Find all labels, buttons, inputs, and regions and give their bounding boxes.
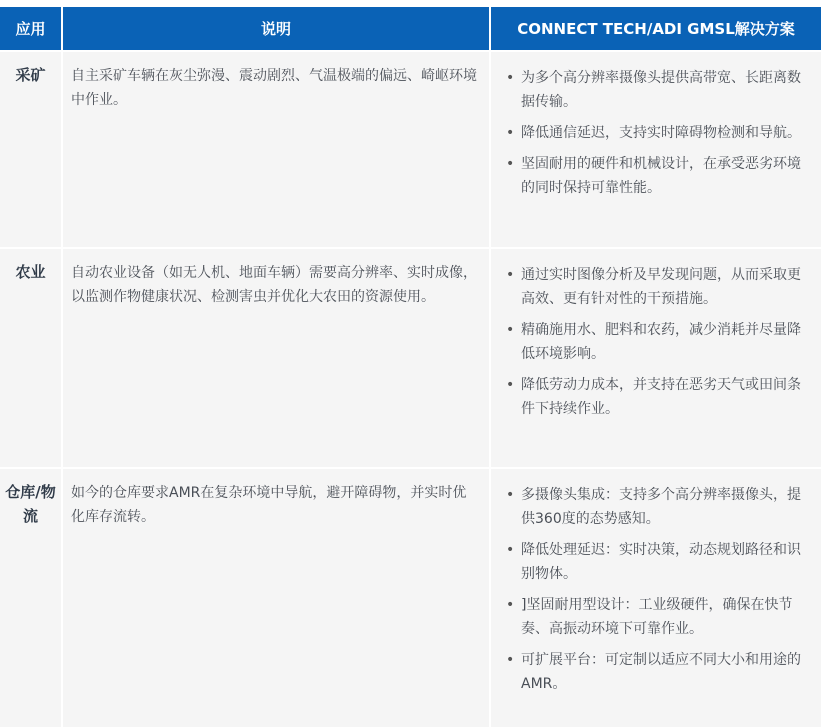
header-description: 说明 (63, 7, 489, 50)
solution-item: • 坚固耐用的硬件和机械设计，在承受恶劣环境的同时保持可靠性能。 (521, 152, 807, 200)
solution-item: • 通过实时图像分析及早发现问题，从而采取更高效、更有针对性的干预措施。 (521, 263, 807, 311)
row-mining-desc-cell (63, 52, 489, 247)
row-agriculture-solution-cell (491, 249, 821, 467)
app-name: 农业 (15, 263, 46, 281)
row-warehouse-desc-cell (63, 469, 489, 727)
row-warehouse-app-cell (0, 469, 61, 727)
row-mining-solution-cell (491, 52, 821, 247)
solution-item: • 为多个高分辨率摄像头提供高带宽、长距离数据传输。 (521, 66, 807, 114)
solution-item: • 多摄像头集成：支持多个高分辨率摄像头，提供360度的态势感知。 (521, 483, 807, 531)
solution-item: • 可扩展平台：可定制以适应不同大小和用途的AMR。 (521, 648, 807, 696)
row-agriculture-desc-cell (63, 249, 489, 467)
app-name: 仓库/物流 (5, 483, 56, 525)
app-description: 自动农业设备（如无人机、地面车辆）需要高分辨率、实时成像，以监测作物健康状况、检测害虫并优化大农田的资源使用。 (71, 265, 477, 305)
row-agriculture-app-cell (0, 249, 61, 467)
solution-list (491, 52, 821, 200)
solution-item: • 降低通信延迟，支持实时障碍物检测和导航。 (521, 121, 807, 145)
solution-item: • 精确施用水、肥料和农药，减少消耗并尽量降低环境影响。 (521, 318, 807, 366)
app-description: 如今的仓库要求AMR在复杂环境中导航，避开障碍物，并实时优化库存流转。 (71, 485, 467, 525)
solution-list (491, 469, 821, 696)
row-mining-app-cell (0, 52, 61, 247)
solution-item: • 降低劳动力成本，并支持在恶劣天气或田间条件下持续作业。 (521, 373, 807, 421)
app-name: 采矿 (15, 66, 46, 84)
solution-item: • ]坚固耐用型设计：工业级硬件，确保在快节奏、高振动环境下可靠作业。 (521, 593, 807, 641)
solution-item: • 降低处理延迟：实时决策，动态规划路径和识别物体。 (521, 538, 807, 586)
solution-list (491, 249, 821, 421)
row-warehouse-solution-cell (491, 469, 821, 727)
app-description: 自主采矿车辆在灰尘弥漫、震动剧烈、气温极端的偏远、崎岖环境中作业。 (71, 68, 477, 108)
header-application: 应用 (0, 7, 61, 50)
header-solution: CONNECT TECH/ADI GMSL解决方案 (491, 7, 821, 50)
